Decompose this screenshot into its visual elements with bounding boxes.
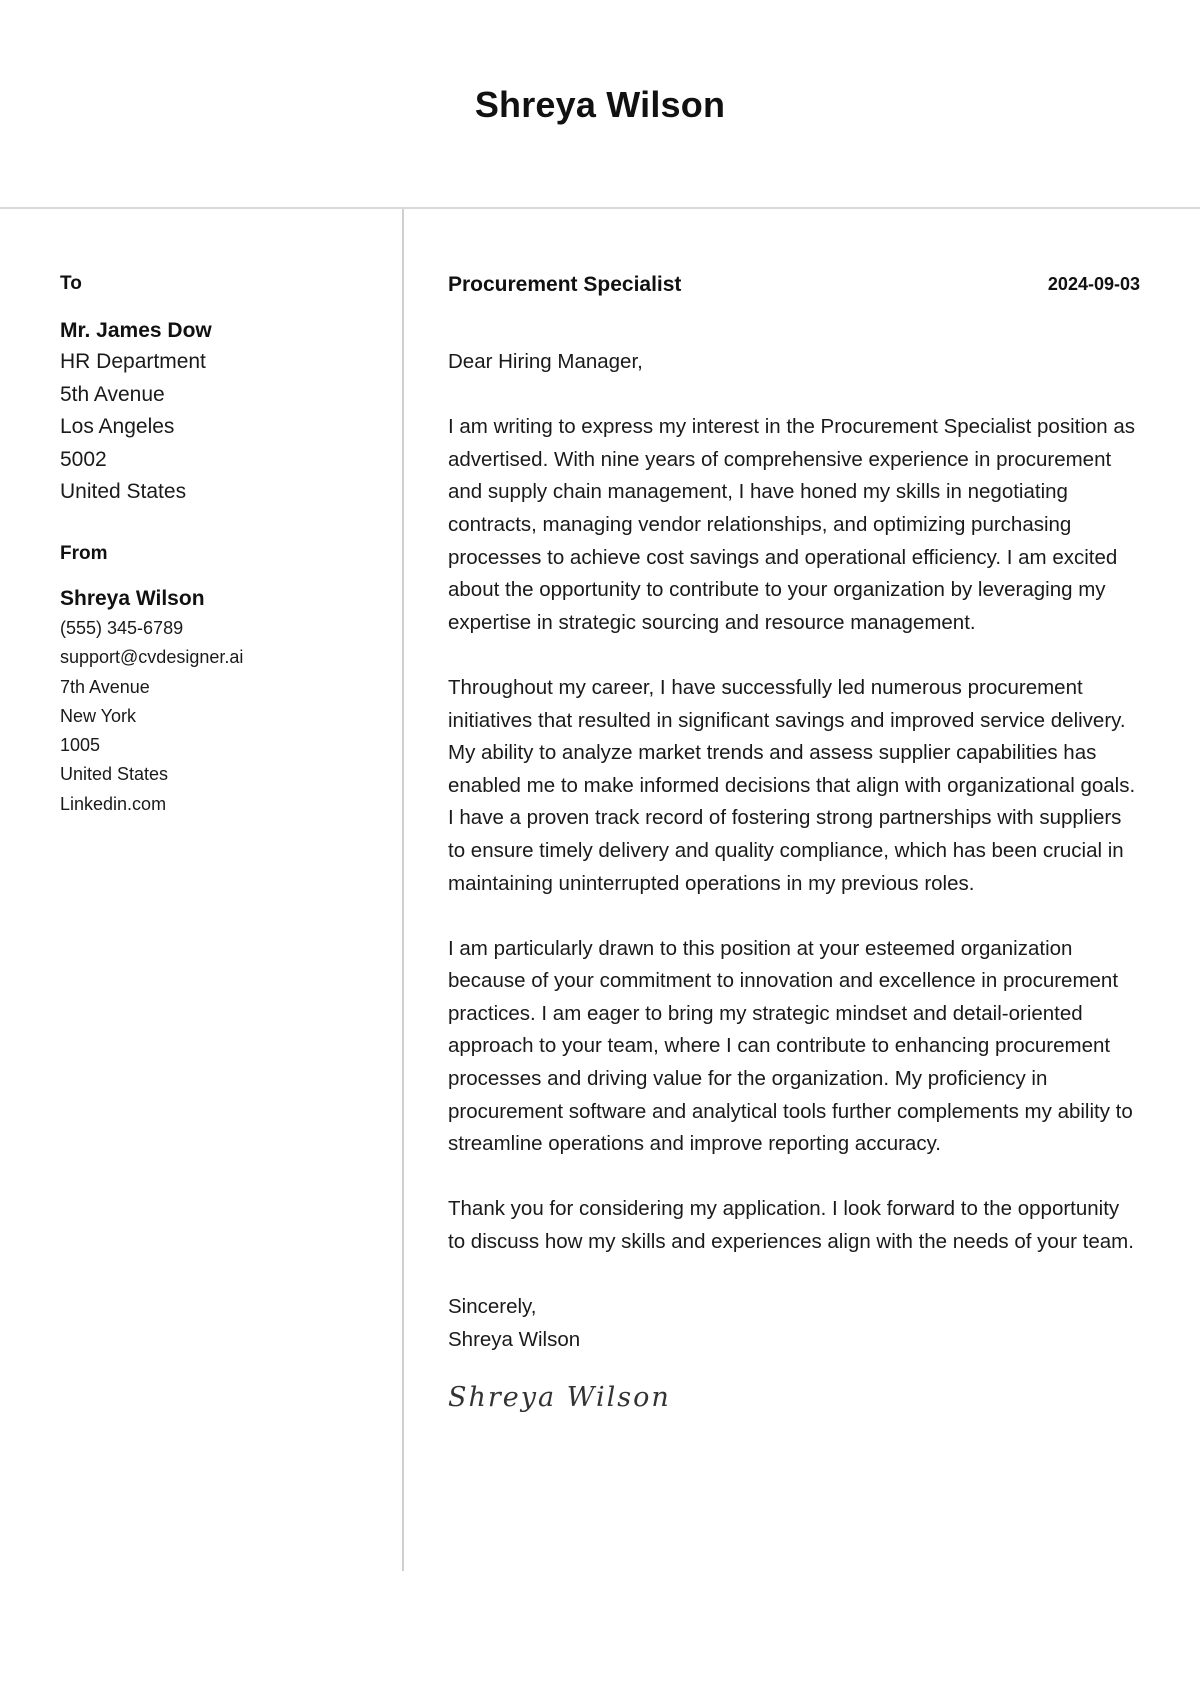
sender-label: From <box>60 543 108 564</box>
column-divider <box>402 209 404 1571</box>
sender-block <box>60 540 380 819</box>
sender-postal-code: 1005 <box>60 735 101 756</box>
sender-linkedin: Linkedin.com <box>60 793 167 814</box>
letter-paragraph-1: I am writing to express my interest in the Procurement Specialist position as advertised. With nine years of comprehensive experience in procurement and supply chain management, I have honed my skills in negotiating contracts, managing vendor relationships, and optimizing purchasing processes to achieve cost savings and operational efficiency. I am excited about the opportunity to contribute to your organization by leveraging my expertise in strategic sourcing and resource management. <box>448 415 1136 634</box>
sender-street: 7th Avenue <box>60 676 150 697</box>
sender-email: support@cvdesigner.ai <box>60 647 244 668</box>
recipient-street: 5th Avenue <box>60 382 165 406</box>
letter-paragraph-2: Throughout my career, I have successfully led numerous procurement initiatives that resulted in significant savings and improved service delivery. My ability to analyze market trends and assess supplier capabilities has enabled me to make informed decisions that align with organizational goals. I have a proven track record of fostering strong partnerships with suppliers to ensure timely delivery and quality compliance, which has been crucial in maintaining uninterrupted operations in my previous roles. <box>448 675 1136 895</box>
letter-heading-row <box>448 270 1140 300</box>
letter-paragraph-4: Thank you for considering my application. I look forward to the opportunity to discuss how my skills and experiences align with the needs of your team. <box>448 1197 1134 1254</box>
recipient-postal-code: 5002 <box>60 447 107 471</box>
recipient-name: Mr. James Dow <box>60 319 212 342</box>
letter-date: 2024-09-03 <box>1047 274 1140 294</box>
letter-content <box>448 270 1140 1418</box>
recipient-department: HR Department <box>60 350 206 373</box>
recipient-city: Los Angeles <box>60 415 175 438</box>
recipient-label: To <box>60 273 82 294</box>
letter-greeting: Dear Hiring Manager, <box>448 350 643 373</box>
letter-closing-name: Shreya Wilson <box>448 1327 581 1351</box>
recipient-country: United States <box>60 480 187 503</box>
sender-country: United States <box>60 764 169 785</box>
letter-body <box>448 346 1140 1259</box>
sender-city: New York <box>60 705 137 726</box>
signature: Shreya Wilson <box>448 1382 671 1414</box>
letter-closing: Sincerely, <box>448 1295 537 1319</box>
letter-paragraph-3: I am particularly drawn to this position at your esteemed organization because of your commitment to innovation and excellence in procurement practices. I am eager to bring my strategic mindset and detail-oriented approach to your team, where I can contribute to enhancing procurement processes and driving value for the organization. My proficiency in procurement software and analytical tools further complements my ability to streamline operations and improve reporting accuracy. <box>448 936 1133 1156</box>
recipient-block <box>60 270 380 509</box>
sender-name: Shreya Wilson <box>60 587 205 610</box>
page-title: Shreya Wilson <box>474 84 726 125</box>
sender-phone: (555) 345-6789 <box>60 618 184 638</box>
page-header <box>0 0 1200 209</box>
job-title: Procurement Specialist <box>448 273 682 296</box>
